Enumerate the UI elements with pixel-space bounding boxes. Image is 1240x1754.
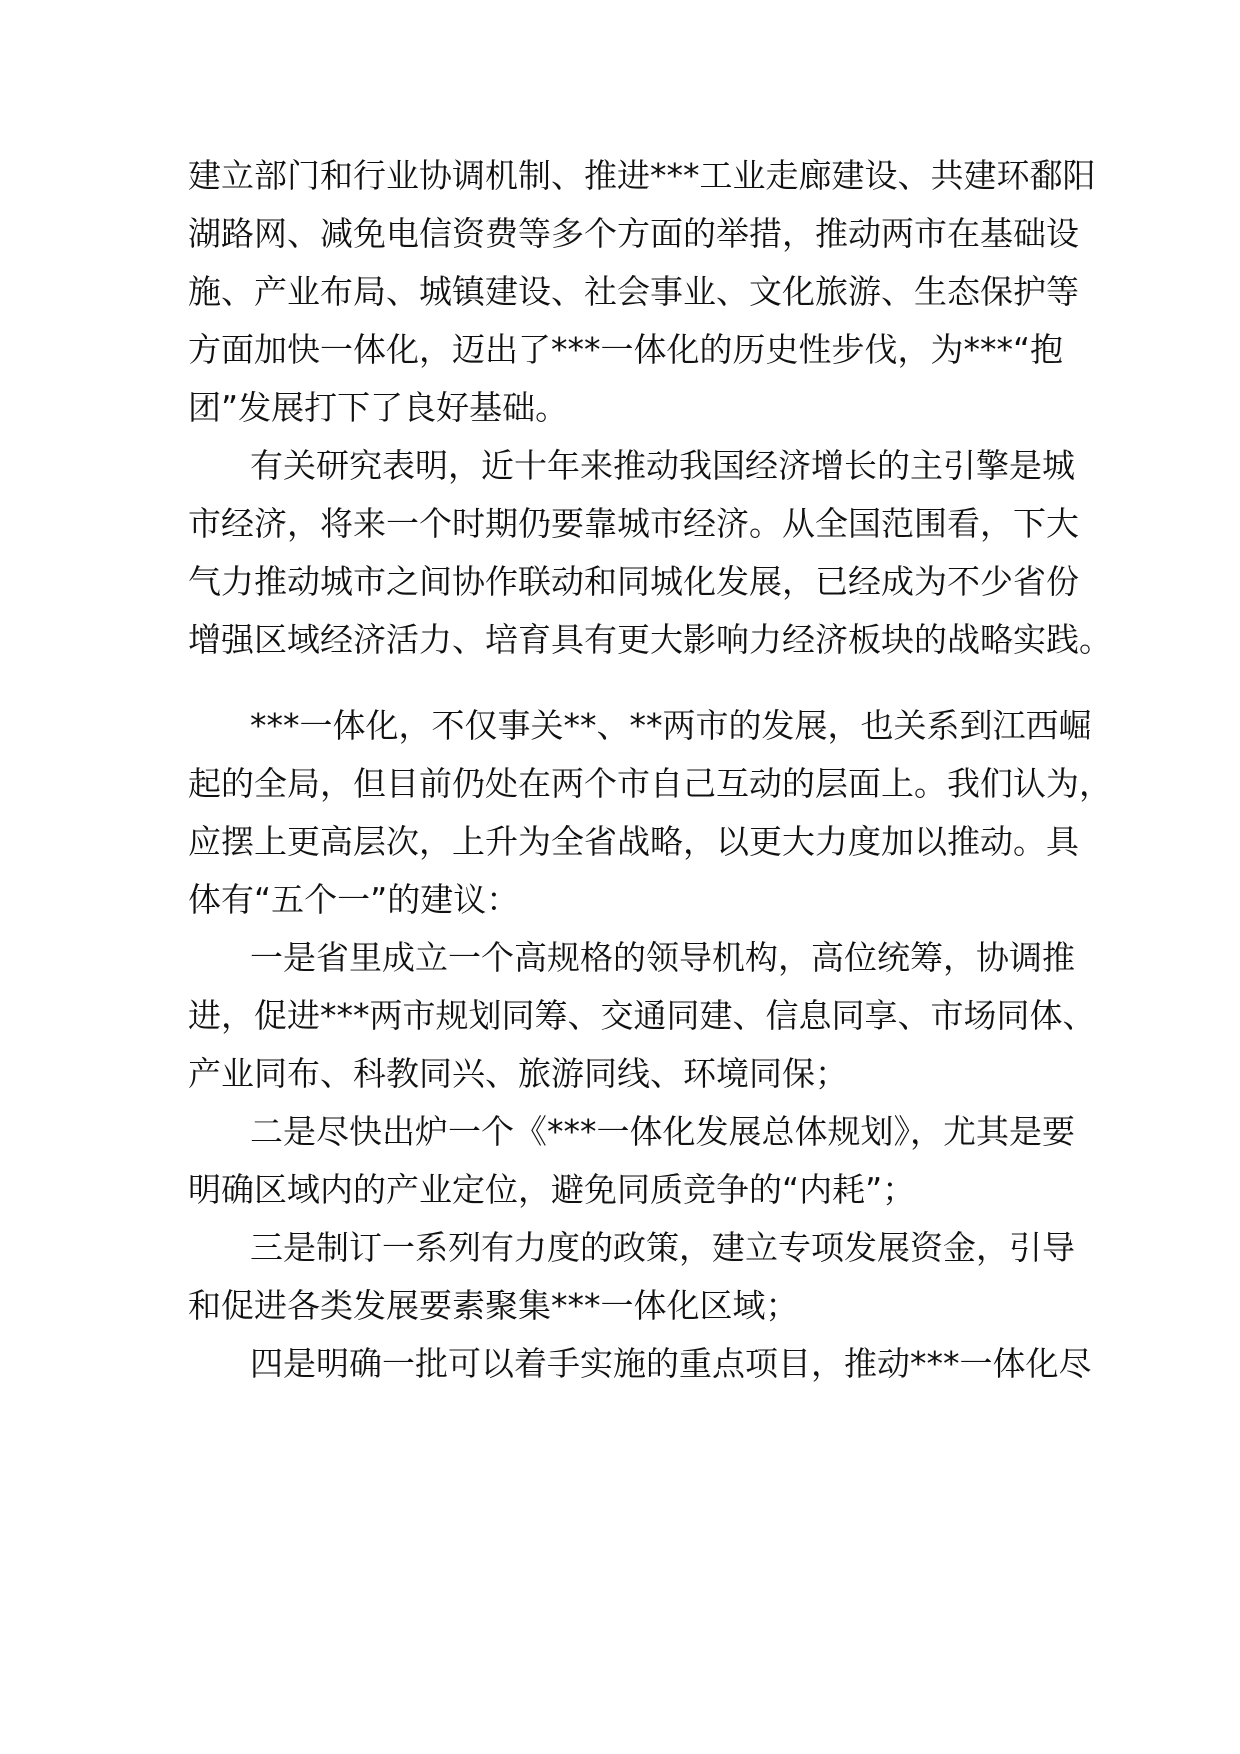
- text-line: 湖路网、减免电信资费等多个方面的举措，推动两市在基础设: [188, 214, 1079, 253]
- text-line: 明确区域内的产业定位，避免同质竞争的“内耗”；: [188, 1170, 916, 1209]
- paragraph-first-line: 二是尽快出炉一个《***一体化发展总体规划》，尤其是要: [250, 1112, 1075, 1151]
- text-line: 体有“五个一”的建议：: [188, 880, 520, 919]
- text-line: 起的全局，但目前仍处在两个市自己互动的层面上。我们认为，: [188, 764, 1112, 803]
- text-line: 应摆上更高层次，上升为全省战略，以更大力度加以推动。具: [188, 822, 1079, 861]
- text-line: 和促进各类发展要素聚集***一体化区域；: [188, 1286, 799, 1325]
- text-line: 建立部门和行业协调机制、推进***工业走廊建设、共建环鄱阳: [188, 156, 1096, 195]
- text-line: 团”发展打下了良好基础。: [188, 388, 569, 427]
- text-line: 市经济，将来一个时期仍要靠城市经济。从全国范围看，下大: [188, 504, 1079, 543]
- paragraph-first-line: 四是明确一批可以着手实施的重点项目，推动***一体化尽: [250, 1344, 1092, 1383]
- paragraph-first-line: 有关研究表明，近十年来推动我国经济增长的主引擎是城: [250, 446, 1075, 485]
- text-line: 方面加快一体化，迈出了***一体化的历史性步伐，为***“抱: [188, 330, 1064, 369]
- text-line: 增强区域经济活力、培育具有更大影响力经济板块的战略实践。: [188, 620, 1112, 659]
- text-line: 进，促进***两市规划同筹、交通同建、信息同享、市场同体、: [188, 996, 1096, 1035]
- text-line: 气力推动城市之间协作联动和同城化发展，已经成为不少省份: [188, 562, 1079, 601]
- text-line: 产业同布、科教同兴、旅游同线、环境同保；: [188, 1054, 848, 1093]
- text-line: 施、产业布局、城镇建设、社会事业、文化旅游、生态保护等: [188, 272, 1079, 311]
- paragraph-first-line: 一是省里成立一个高规格的领导机构，高位统筹，协调推: [250, 938, 1075, 977]
- paragraph-first-line: ***一体化，不仅事关**、**两市的发展，也关系到江西崛: [250, 706, 1092, 745]
- paragraph-first-line: 三是制订一系列有力度的政策，建立专项发展资金，引导: [250, 1228, 1075, 1267]
